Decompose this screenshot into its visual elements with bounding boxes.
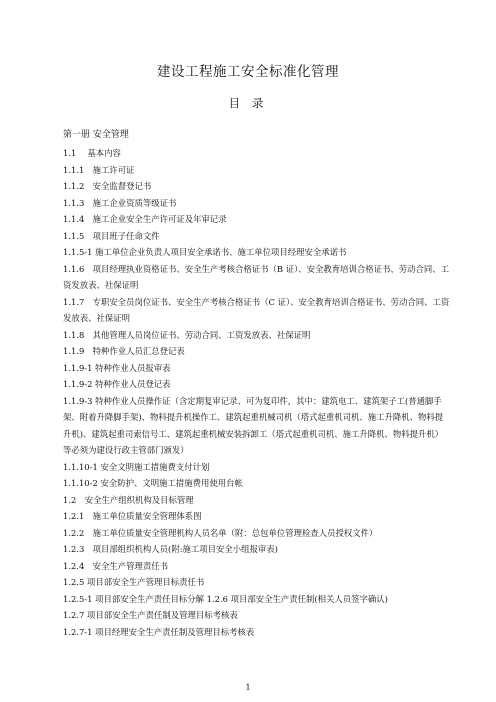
toc-entry: 1.2.2 施工单位质量安全管理机构人员名单（附：总包单位管理检查人员授权文件） — [63, 527, 378, 538]
volume-heading: 第一册 安全管理 — [63, 130, 129, 140]
toc-heading: 目 录 — [228, 96, 268, 110]
toc-entry: 1.1.8 其他管理人员岗位证书、劳动合同、工资发放表、社保证明 — [63, 329, 311, 340]
toc-entries — [63, 145, 451, 640]
toc-entry: 1.1.4 施工企业安全生产许可证及年审记录 — [63, 214, 227, 224]
toc-entry: 1.1.9-2 特种作业人员登记表 — [63, 379, 171, 389]
document-title: 建设工程施工安全标准化管理 — [157, 64, 339, 80]
toc-entry: 1.2.1 施工单位质量安全管理体系图 — [63, 511, 202, 521]
toc-entry: 1.1.9 特种作业人员汇总登记表 — [63, 346, 185, 356]
toc-entry: 1.2.5 项目部安全生产管理目标责任书 — [63, 577, 205, 587]
toc-entry: 1.2 安全生产组织机构及目标管理 — [63, 494, 194, 505]
toc-entry: 1.1.5 项目班子任命文件 — [63, 230, 160, 241]
toc-entry: 1.1.5-1 施工单位企业负责人项目安全承诺书、施工单位项目经理安全承诺书 — [63, 247, 347, 257]
toc-entry: 1.2.5-1 项目部安全生产责任目标分解 1.2.6 项目部安全生产责任制(相关人员签字确认) — [63, 593, 388, 604]
toc-entry: 1.1.1 施工许可证 — [63, 164, 135, 175]
toc-entry: 1.2.7-1 项目经理安全生产责任制及管理目标考核表 — [63, 626, 255, 637]
toc-entry: 1.2.3 项目部组织机构人员(附:施工项目安全小组报审表) — [63, 544, 278, 554]
toc-entry: 1.1.9-3 特种作业人员操作证（含定期复审记录、可为复印件，其中：建筑电工、建筑架子工(普通脚手架、附着升降脚手架)、物料提升机操作工、建筑起重机械司机（塔式起重机司机、施工升降机、物料提升机)、建筑起重司索信号工、建筑起重机械安装拆卸工（塔式起重机司机、施工升降机、物料提升机）等必须为建设行政主管部门颁发） — [63, 395, 444, 455]
page-number: 1 — [245, 683, 251, 692]
toc-entry: 1.1.10-1 安全文明施工措施费支付计划 — [63, 461, 210, 472]
toc-entry: 1.1.2 安全监督登记书 — [63, 181, 152, 191]
toc-entry: 1.1.9-1 特种作业人员报审表 — [63, 362, 171, 373]
toc-entry: 1.1.3 施工企业资质等级证书 — [63, 197, 177, 208]
toc-entry: 1.1.10-2 安全防护、文明施工措施费用使用台帐 — [63, 478, 243, 488]
toc-entry: 1.2.4 安全生产管理责任书 — [63, 560, 169, 571]
toc-entry: 1.1 基本内容 — [63, 148, 121, 158]
toc-entry: 1.1.7 专职安全员岗位证书、安全生产考核合格证书（C 证）、安全教育培训合格证书、劳动合同、工资发放表、社保证明 — [63, 296, 450, 323]
toc-entry: 1.1.6 项目经理执业资格证书、安全生产考核合格证书（B 证）、安全教育培训合格证书、劳动合同、工资发放表、社保证明 — [63, 263, 450, 290]
toc-entry: 1.2.7 项目部安全生产责任制及管理目标考核表 — [63, 610, 238, 620]
